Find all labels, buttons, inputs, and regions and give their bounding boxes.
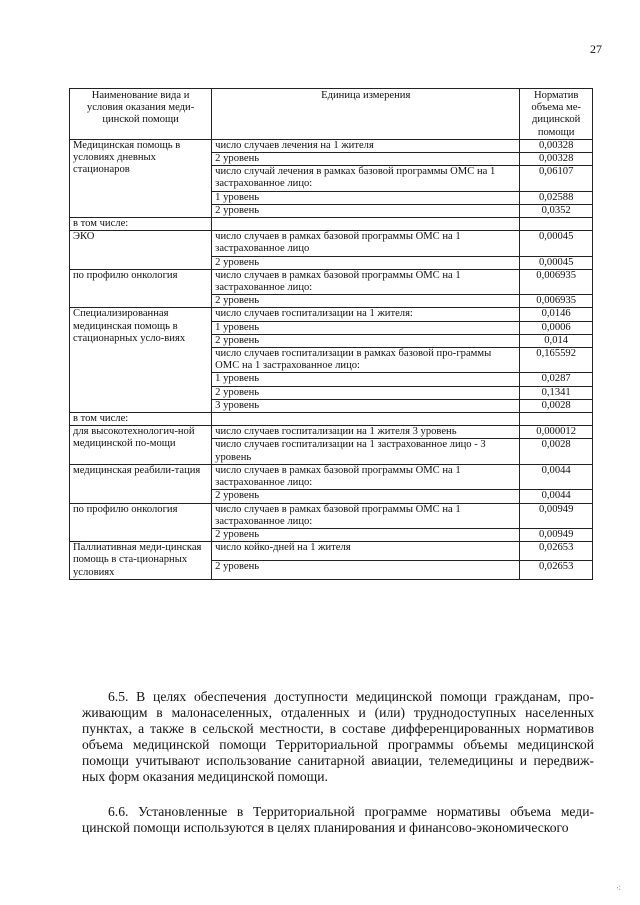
- header-norm: Норматив объема ме-дицинской помощи: [520, 89, 593, 140]
- cell-unit: число случаев госпитализации на 1 жителя 3 уровень: [212, 426, 520, 439]
- cell-value: 0,000012: [520, 426, 593, 439]
- table-row: [70, 413, 593, 426]
- cell-value: 0,014: [520, 334, 593, 347]
- scan-artifact-icon: ⁖: [616, 883, 622, 893]
- cell-value: 0,0287: [520, 373, 593, 386]
- cell-value: 0,02653: [520, 560, 593, 579]
- cell-value: 0,02653: [520, 542, 593, 561]
- cell-category: медицинская реабили-тация: [70, 464, 212, 503]
- cell-value: 0,0028: [520, 439, 593, 464]
- cell-value: 0,1341: [520, 386, 593, 399]
- cell-category: ЭКО: [70, 231, 212, 270]
- cell-unit: 2 уровень: [212, 560, 520, 579]
- cell-unit: число случаев в рамках базовой программы ОМС на 1 застрахованное лицо:: [212, 503, 520, 528]
- cell-category: Специализированная медицинская помощь в стационарных усло-виях: [70, 308, 212, 413]
- cell-value: 0,0146: [520, 308, 593, 321]
- cell-unit: число случаев в рамках базовой программы ОМС на 1 застрахованное лицо:: [212, 464, 520, 489]
- cell-unit: число случай лечения в рамках базовой программы ОМС на 1 застрахованное лицо:: [212, 166, 520, 191]
- cell-unit: 1 уровень: [212, 191, 520, 204]
- norms-table: [69, 88, 593, 580]
- cell-value: 0,00328: [520, 139, 593, 152]
- cell-unit: число случаев лечения на 1 жителя: [212, 139, 520, 152]
- cell-value: [520, 413, 593, 426]
- header-category: Наименование вида и условия оказания меди-цинской помощи: [70, 89, 212, 140]
- cell-unit: 2 уровень: [212, 295, 520, 308]
- header-unit: Единица измерения: [212, 89, 520, 140]
- cell-value: 0,00045: [520, 231, 593, 256]
- table-row: [70, 269, 593, 294]
- cell-value: 0,006935: [520, 269, 593, 294]
- table-row: [70, 231, 593, 256]
- paragraph-6-5: 6.5. В целях обеспечения доступности медицинской помощи гражданам, про-живающим в малонаселенных, отдаленных и (или) труднодоступных населенных пунктах, а также в сельской местности, в составе дифференцированных нормативов объема медицинской помощи Территориальной программы объемы медицинской помощи учитывают использование санитарной авиации, телемедицины и передвиж-ных форм оказания медицинской помощи.: [82, 689, 594, 784]
- cell-value: 0,0044: [520, 464, 593, 489]
- cell-category: по профилю онкология: [70, 503, 212, 542]
- table-row: [70, 542, 593, 561]
- cell-category: для высокотехнологич-ной медицинской по-мощи: [70, 426, 212, 465]
- cell-value: 0,00949: [520, 528, 593, 541]
- cell-value: 0,0028: [520, 399, 593, 412]
- cell-category: Паллиативная меди-цинская помощь в ста-ционарных условиях: [70, 542, 212, 580]
- table-row: [70, 426, 593, 439]
- cell-unit: 2 уровень: [212, 528, 520, 541]
- page-number: 27: [590, 42, 602, 56]
- table-row: [70, 139, 593, 152]
- cell-unit: число случаев госпитализации на 1 жителя:: [212, 308, 520, 321]
- cell-unit: 2 уровень: [212, 490, 520, 503]
- cell-unit: число случаев в рамках базовой программы ОМС на 1 застрахованное лицо: [212, 231, 520, 256]
- cell-unit: 2 уровень: [212, 256, 520, 269]
- cell-category: Медицинская помощь в условиях дневных стационаров: [70, 139, 212, 217]
- cell-unit: 2 уровень: [212, 153, 520, 166]
- cell-category: в том числе:: [70, 413, 212, 426]
- table-row: [70, 308, 593, 321]
- cell-unit: [212, 413, 520, 426]
- cell-category: по профилю онкология: [70, 269, 212, 308]
- cell-unit: число случаев госпитализации на 1 застрахованное лицо - 3 уровень: [212, 439, 520, 464]
- cell-unit: 1 уровень: [212, 373, 520, 386]
- cell-value: 0,00328: [520, 153, 593, 166]
- cell-value: 0,006935: [520, 295, 593, 308]
- cell-unit: число койко-дней на 1 жителя: [212, 542, 520, 561]
- cell-value: [520, 218, 593, 231]
- table-row: [70, 503, 593, 528]
- cell-unit: число случаев в рамках базовой программы ОМС на 1 застрахованное лицо:: [212, 269, 520, 294]
- cell-value: 0,0352: [520, 204, 593, 217]
- cell-unit: 2 уровень: [212, 334, 520, 347]
- cell-unit: 1 уровень: [212, 321, 520, 334]
- table-header-row: [70, 89, 593, 140]
- cell-value: 0,0044: [520, 490, 593, 503]
- cell-unit: 2 уровень: [212, 204, 520, 217]
- cell-category: в том числе:: [70, 218, 212, 231]
- table-row: [70, 218, 593, 231]
- paragraph-6-6: 6.6. Установленные в Территориальной программе нормативы объема меди-цинской помощи используются в целях планирования и финансово-экономического: [82, 804, 594, 835]
- cell-unit: 3 уровень: [212, 399, 520, 412]
- cell-value: 0,06107: [520, 166, 593, 191]
- cell-value: 0,0006: [520, 321, 593, 334]
- cell-value: 0,00949: [520, 503, 593, 528]
- cell-value: 0,02588: [520, 191, 593, 204]
- table-row: [70, 464, 593, 489]
- cell-unit: [212, 218, 520, 231]
- cell-value: 0,00045: [520, 256, 593, 269]
- cell-unit: число случаев госпитализации в рамках базовой про-граммы ОМС на 1 застрахованное лицо:: [212, 348, 520, 373]
- cell-value: 0,165592: [520, 348, 593, 373]
- cell-unit: 2 уровень: [212, 386, 520, 399]
